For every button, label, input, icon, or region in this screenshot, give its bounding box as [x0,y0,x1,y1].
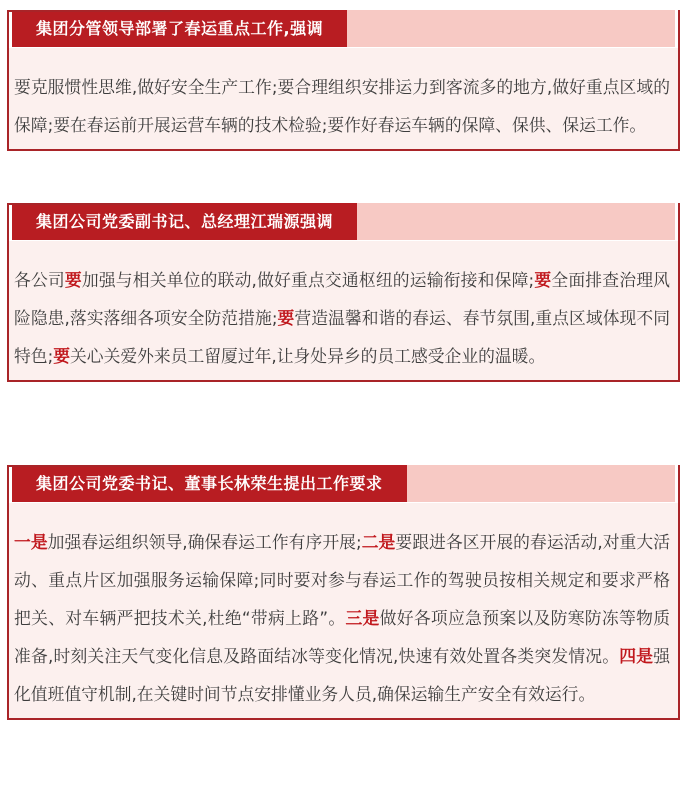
banner-pink-extension [407,465,675,502]
section-body [9,503,678,718]
body-text-segment: 要跟进各区开展的春运活动,对重大活动、重点片区加强服务运输保障;同时要对参与春运工作的驾驶员按相关规定和要求严格把关、对车辆严把技术关,杜绝“带病上路”。 [14,532,670,628]
section-body [9,241,678,380]
body-text-segment: 各公司 [14,270,65,290]
section-title-banner [12,465,675,502]
corner-line-decoration [7,203,172,205]
body-text-segment: 营造温馨和谐的春运、春节氛围,重点区域体现不同特色; [14,308,670,366]
highlighted-text: 要 [277,308,295,328]
banner-pink-extension [357,203,675,240]
section-card-3 [7,465,680,720]
section-title: 集团公司党委书记、董事长林荣生提出工作要求 [12,465,407,502]
highlighted-text: 一是 [14,532,48,552]
section-title: 集团公司党委副书记、总经理江瑞源强调 [12,203,357,240]
highlighted-text: 要 [53,346,71,366]
section-body [9,48,678,149]
section-card-2 [7,203,680,382]
section-title-banner [12,203,675,240]
body-text-segment: 全面排查治理风险隐患,落实落细各项安全防范措施; [14,270,670,328]
body-text-segment: 关心关爱外来员工留厦过年,让身处异乡的员工感受企业的温暖。 [70,346,546,366]
corner-line-decoration [7,465,172,467]
section-card-1 [7,10,680,151]
body-text-segment: 加强与相关单位的联动,做好重点交通枢纽的运输衔接和保障; [81,270,535,290]
section-title: 集团分管领导部署了春运重点工作,强调 [12,10,347,47]
body-text-segment: 强化值班值守机制,在关键时间节点安排懂业务人员,确保运输生产安全有效运行。 [14,646,670,704]
section-title-banner [12,10,675,47]
body-text-segment: 做好各项应急预案以及防寒防冻等物质准备,时刻关注天气变化信息及路面结冰等变化情况,快速有效处置各类突发情况。 [14,608,670,666]
highlighted-text: 三是 [345,608,380,628]
banner-pink-extension [347,10,675,47]
corner-line-decoration [7,10,172,12]
highlighted-text: 要 [64,270,82,290]
highlighted-text: 要 [534,270,552,290]
body-text-segment: 要克服惯性思维,做好安全生产工作;要合理组织安排运力到客流多的地方,做好重点区域的保障;要在春运前开展运营车辆的技术检验;要作好春运车辆的保障、保供、保运工作。 [14,77,670,135]
highlighted-text: 二是 [361,532,396,552]
highlighted-text: 四是 [619,646,654,666]
body-text-segment: 加强春运组织领导,确保春运工作有序开展; [47,532,362,552]
